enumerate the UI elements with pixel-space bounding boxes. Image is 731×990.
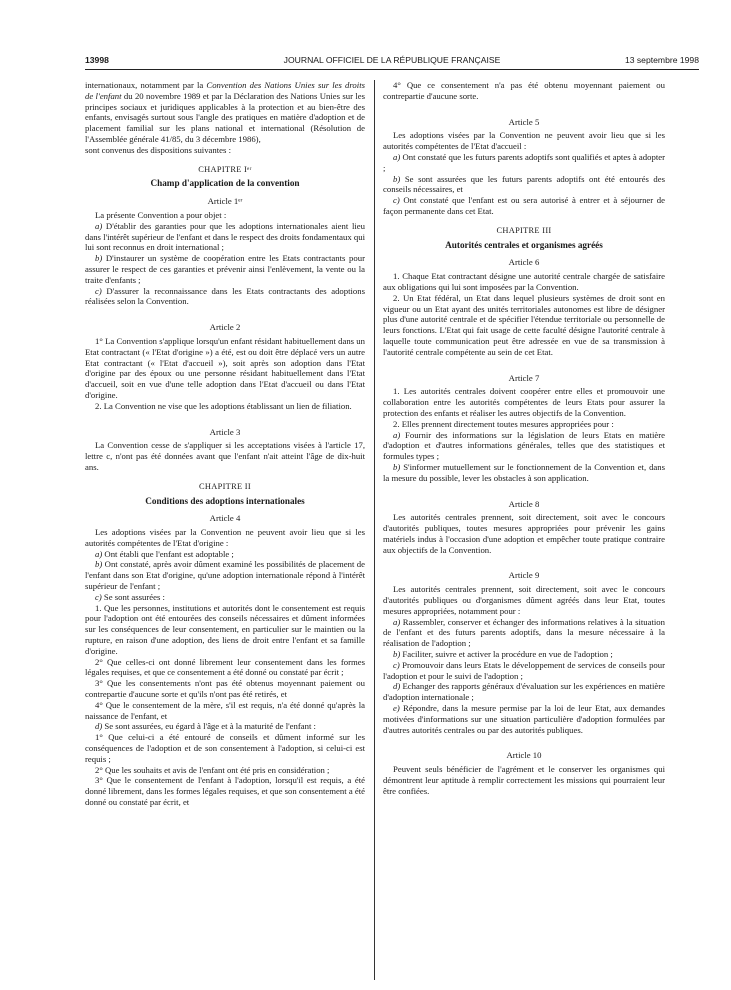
article-item: d) Se sont assurées, eu égard à l'âge et à la maturité de l'enfant :	[95, 721, 316, 732]
article-paragraph: Les autorités centrales prennent, soit directement, soit avec le concours d'autorités publiques, toutes mesures appropriées pour prévenir les gains matériels indus à l'occasion d'une adoption et empêcher toute pratique contraire aux objectifs de la Convention.	[383, 512, 665, 555]
article-item: b) Ont constaté, après avoir dûment examiné les possibilités de placement de l'enfant dans son Etat d'origine, qu'une adoption internationale répond à l'intérêt supérieur de l'enfant ;	[85, 559, 365, 592]
article-item: c) Ont constaté que l'enfant est ou sera autorisé à entrer et à séjourner de façon permanente dans cet Etat.	[383, 195, 665, 216]
article-item: c) Promouvoir dans leurs Etats le développement de services de conseils pour l'adoption et pour le suivi de l'adoption ;	[383, 659, 665, 681]
chapter-title: Autorités centrales et organismes agréés	[445, 239, 603, 250]
left-column	[85, 80, 365, 808]
article-subitem: 2° Que les souhaits et avis de l'enfant ont été pris en considération ;	[95, 764, 330, 775]
article-paragraph: 1. Les autorités centrales doivent coopérer entre elles et promouvoir une collaboration entre les autorités compétentes de leurs Etats pour assurer la protection des enfants et réaliser les autres objectifs de la Convention.	[383, 386, 665, 418]
article-subitem: 3° Que le consentement de l'enfant à l'adoption, lorsqu'il est requis, a été donné librement, dans les formes légales requises, et que son consentement a été donné ou constaté par écrit, et	[85, 775, 365, 808]
article-subitem: 4° Que le consentement de la mère, s'il est requis, n'a été donné qu'après la naissance de l'enfant, et	[85, 699, 365, 721]
article-paragraph: Les adoptions visées par la Convention ne peuvent avoir lieu que si les autorités compétentes de l'Etat d'origine :	[85, 527, 365, 548]
article-subitem: 4° Que ce consentement n'a pas été obtenu moyennant paiement ou contrepartie d'aucune sorte.	[383, 80, 665, 101]
article-item: a) Ont constaté que les futurs parents adoptifs sont qualifiés et aptes à adopter ;	[383, 151, 665, 173]
article-item: a) Fournir des informations sur la législation de leurs Etats en matière d'adoption et d'autres informations générales, telles que des statistiques et formules types ;	[383, 429, 665, 462]
article-paragraph: Les autorités centrales prennent, soit directement, soit avec le concours d'autorités publiques ou d'organismes dûment agréés dans leur Etat, toutes mesures appropriées, notamment pour :	[383, 584, 665, 616]
article-item: b) S'informer mutuellement sur le fonctionnement de la Convention et, dans la mesure du possible, lever les obstacles à son application.	[383, 461, 665, 483]
chapter-label: CHAPITRE Iᵉʳ	[198, 164, 252, 174]
article-title: Article 8	[508, 498, 540, 509]
article-item: a) Rassembler, conserver et échanger des informations relatives à la situation de l'enfant et des futurs parents adoptifs, dans la mesure nécessaire à la réalisation de l'adoption ;	[383, 616, 665, 649]
journal-title: JOURNAL OFFICIEL DE LA RÉPUBLIQUE FRANÇAISE	[283, 55, 501, 65]
article-item: b) Se sont assurées que les futurs parents adoptifs ont été entourés des conseils nécessaires, et	[383, 173, 665, 195]
article-paragraph: 2. Elles prennent directement toutes mesures appropriées pour :	[393, 418, 614, 429]
article-item: d) Echanger des rapports généraux d'évaluation sur les expériences en matière d'adoption internationale ;	[383, 681, 665, 703]
article-item: e) Répondre, dans la mesure permise par la loi de leur Etat, aux demandes motivées d'informations sur une situation particulière d'adoption formulées par d'autres autorités centrales ou par des autorités publiques.	[383, 703, 665, 735]
article-title: Article 3	[209, 426, 241, 437]
article-title: Article 1ᵉʳ	[207, 196, 243, 207]
preamble-closing: sont convenus des dispositions suivantes :	[85, 144, 231, 155]
page-number: 13998	[85, 55, 109, 65]
article-paragraph: 2. Un Etat fédéral, un Etat dans lequel plusieurs systèmes de droit sont en vigueur ou un Etat ayant des unités territoriales autonomes est libre de désigner plus d'une autorité centrale et de spécifier l'étendue territoriale ou personnelle de leurs fonctions. L'Etat qui fait usage de cette faculté désigne l'autorité centrale à laquelle toute communication peut être adressée en vue de sa transmission à l'autorité centrale compétente au sein de cet Etat.	[383, 292, 665, 357]
article-item: b) Faciliter, suivre et activer la procédure en vue de l'adoption ;	[393, 649, 613, 660]
article-title: Article 5	[508, 116, 540, 127]
right-column	[383, 80, 665, 797]
article-paragraph: 2. La Convention ne vise que les adoptions établissant un lien de filiation.	[95, 400, 352, 411]
article-subitem: 1° Que celui-ci a été entouré de conseils et dûment informé sur les conséquences de l'adoption et de son consentement à l'adoption, si celui-ci est requis ;	[85, 732, 365, 764]
chapter-title: Conditions des adoptions internationales	[145, 495, 305, 506]
article-subitem: 2° Que celles-ci ont donné librement leur consentement dans les formes légales requises, et que ce consentement a été donné ou constaté par écrit ;	[85, 656, 365, 678]
article-item: c) D'assurer la reconnaissance dans les Etats contractants des adoptions réalisées selon la Convention.	[85, 285, 365, 307]
article-title: Article 7	[508, 372, 540, 383]
article-item: b) D'instaurer un système de coopération entre les Etats contractants pour assurer le respect de ces garanties et prévenir ainsi l'enlèvement, la vente ou la traite d'enfants ;	[85, 253, 365, 285]
article-title: Article 6	[508, 257, 540, 268]
issue-date: 13 septembre 1998	[624, 55, 699, 65]
column-divider	[374, 80, 375, 980]
page-header	[85, 55, 699, 70]
article-paragraph: 1. Chaque Etat contractant désigne une autorité centrale chargée de satisfaire aux obligations qui lui sont imposées par la Convention.	[383, 271, 665, 292]
article-title: Article 10	[506, 750, 542, 761]
chapter-title: Champ d'application de la convention	[150, 178, 300, 189]
article-paragraph: Les adoptions visées par la Convention ne peuvent avoir lieu que si les autorités compétentes de l'Etat d'accueil :	[383, 130, 665, 152]
article-paragraph: 1° La Convention s'applique lorsqu'un enfant résidant habituellement dans un Etat contractant (« l'Etat d'origine ») a été, est ou doit être déplacé vers un autre Etat contractant (« l'Etat d'accueil »), soit après son adoption dans l'Etat d'origine par des époux ou une personne résidant habituellement dans l'Etat d'accueil, soit en vue d'une telle adoption dans l'Etat d'accueil ou dans l'Etat d'origine.	[85, 335, 365, 400]
article-title: Article 9	[508, 570, 540, 581]
article-title: Article 4	[209, 513, 241, 524]
article-item: a) D'établir des garanties pour que les adoptions internationales aient lieu dans l'intérêt supérieur de l'enfant et dans le respect des droits fondamentaux qui lui sont reconnus en droit international ;	[85, 220, 365, 253]
article-item: a) Ont établi que l'enfant est adoptable ;	[95, 548, 234, 559]
article-subitem: 3° Que les consentements n'ont pas été obtenus moyennant paiement ou contrepartie d'aucune sorte et qu'ils n'ont pas été retirés, et	[85, 678, 365, 700]
article-item: c) Se sont assurées :	[95, 591, 165, 602]
chapter-label: CHAPITRE II	[199, 481, 251, 491]
article-paragraph: Peuvent seuls bénéficier de l'agrément et le conserver les organismes qui démontrent leur aptitude à remplir correctement les missions qui pourraient leur être confiées.	[383, 764, 665, 796]
article-subitem: 1. Que les personnes, institutions et autorités dont le consentement est requis pour l'adoption ont été entourées des conseils nécessaires et dûment informées sur les conséquences de leur consentement, en particulier sur le maintien ou la rupture, en raison d'une adoption, des liens de droit entre l'enfant et sa famille d'origine.	[85, 602, 365, 656]
chapter-label: CHAPITRE III	[496, 225, 552, 235]
article-paragraph: La présente Convention a pour objet :	[95, 209, 227, 220]
article-title: Article 2	[209, 322, 241, 333]
preamble-paragraph: internationaux, notamment par la Convention des Nations Unies sur les droits de l'enfant du 20 novembre 1989 et par la Déclaration des Nations Unies sur les principes sociaux et juridiques applicables à la protection et au bien-être des enfants, envisagés surtout sous l'angle des pratiques en matière d'adoption et de placement familial sur les plans national et international (Résolution de l'Assemblée générale 41/85, du 3 décembre 1986),	[85, 80, 365, 144]
article-paragraph: La Convention cesse de s'appliquer si les acceptations visées à l'article 17, lettre c, n'ont pas été données avant que l'enfant n'ait atteint l'âge de dix-huit ans.	[85, 440, 365, 472]
